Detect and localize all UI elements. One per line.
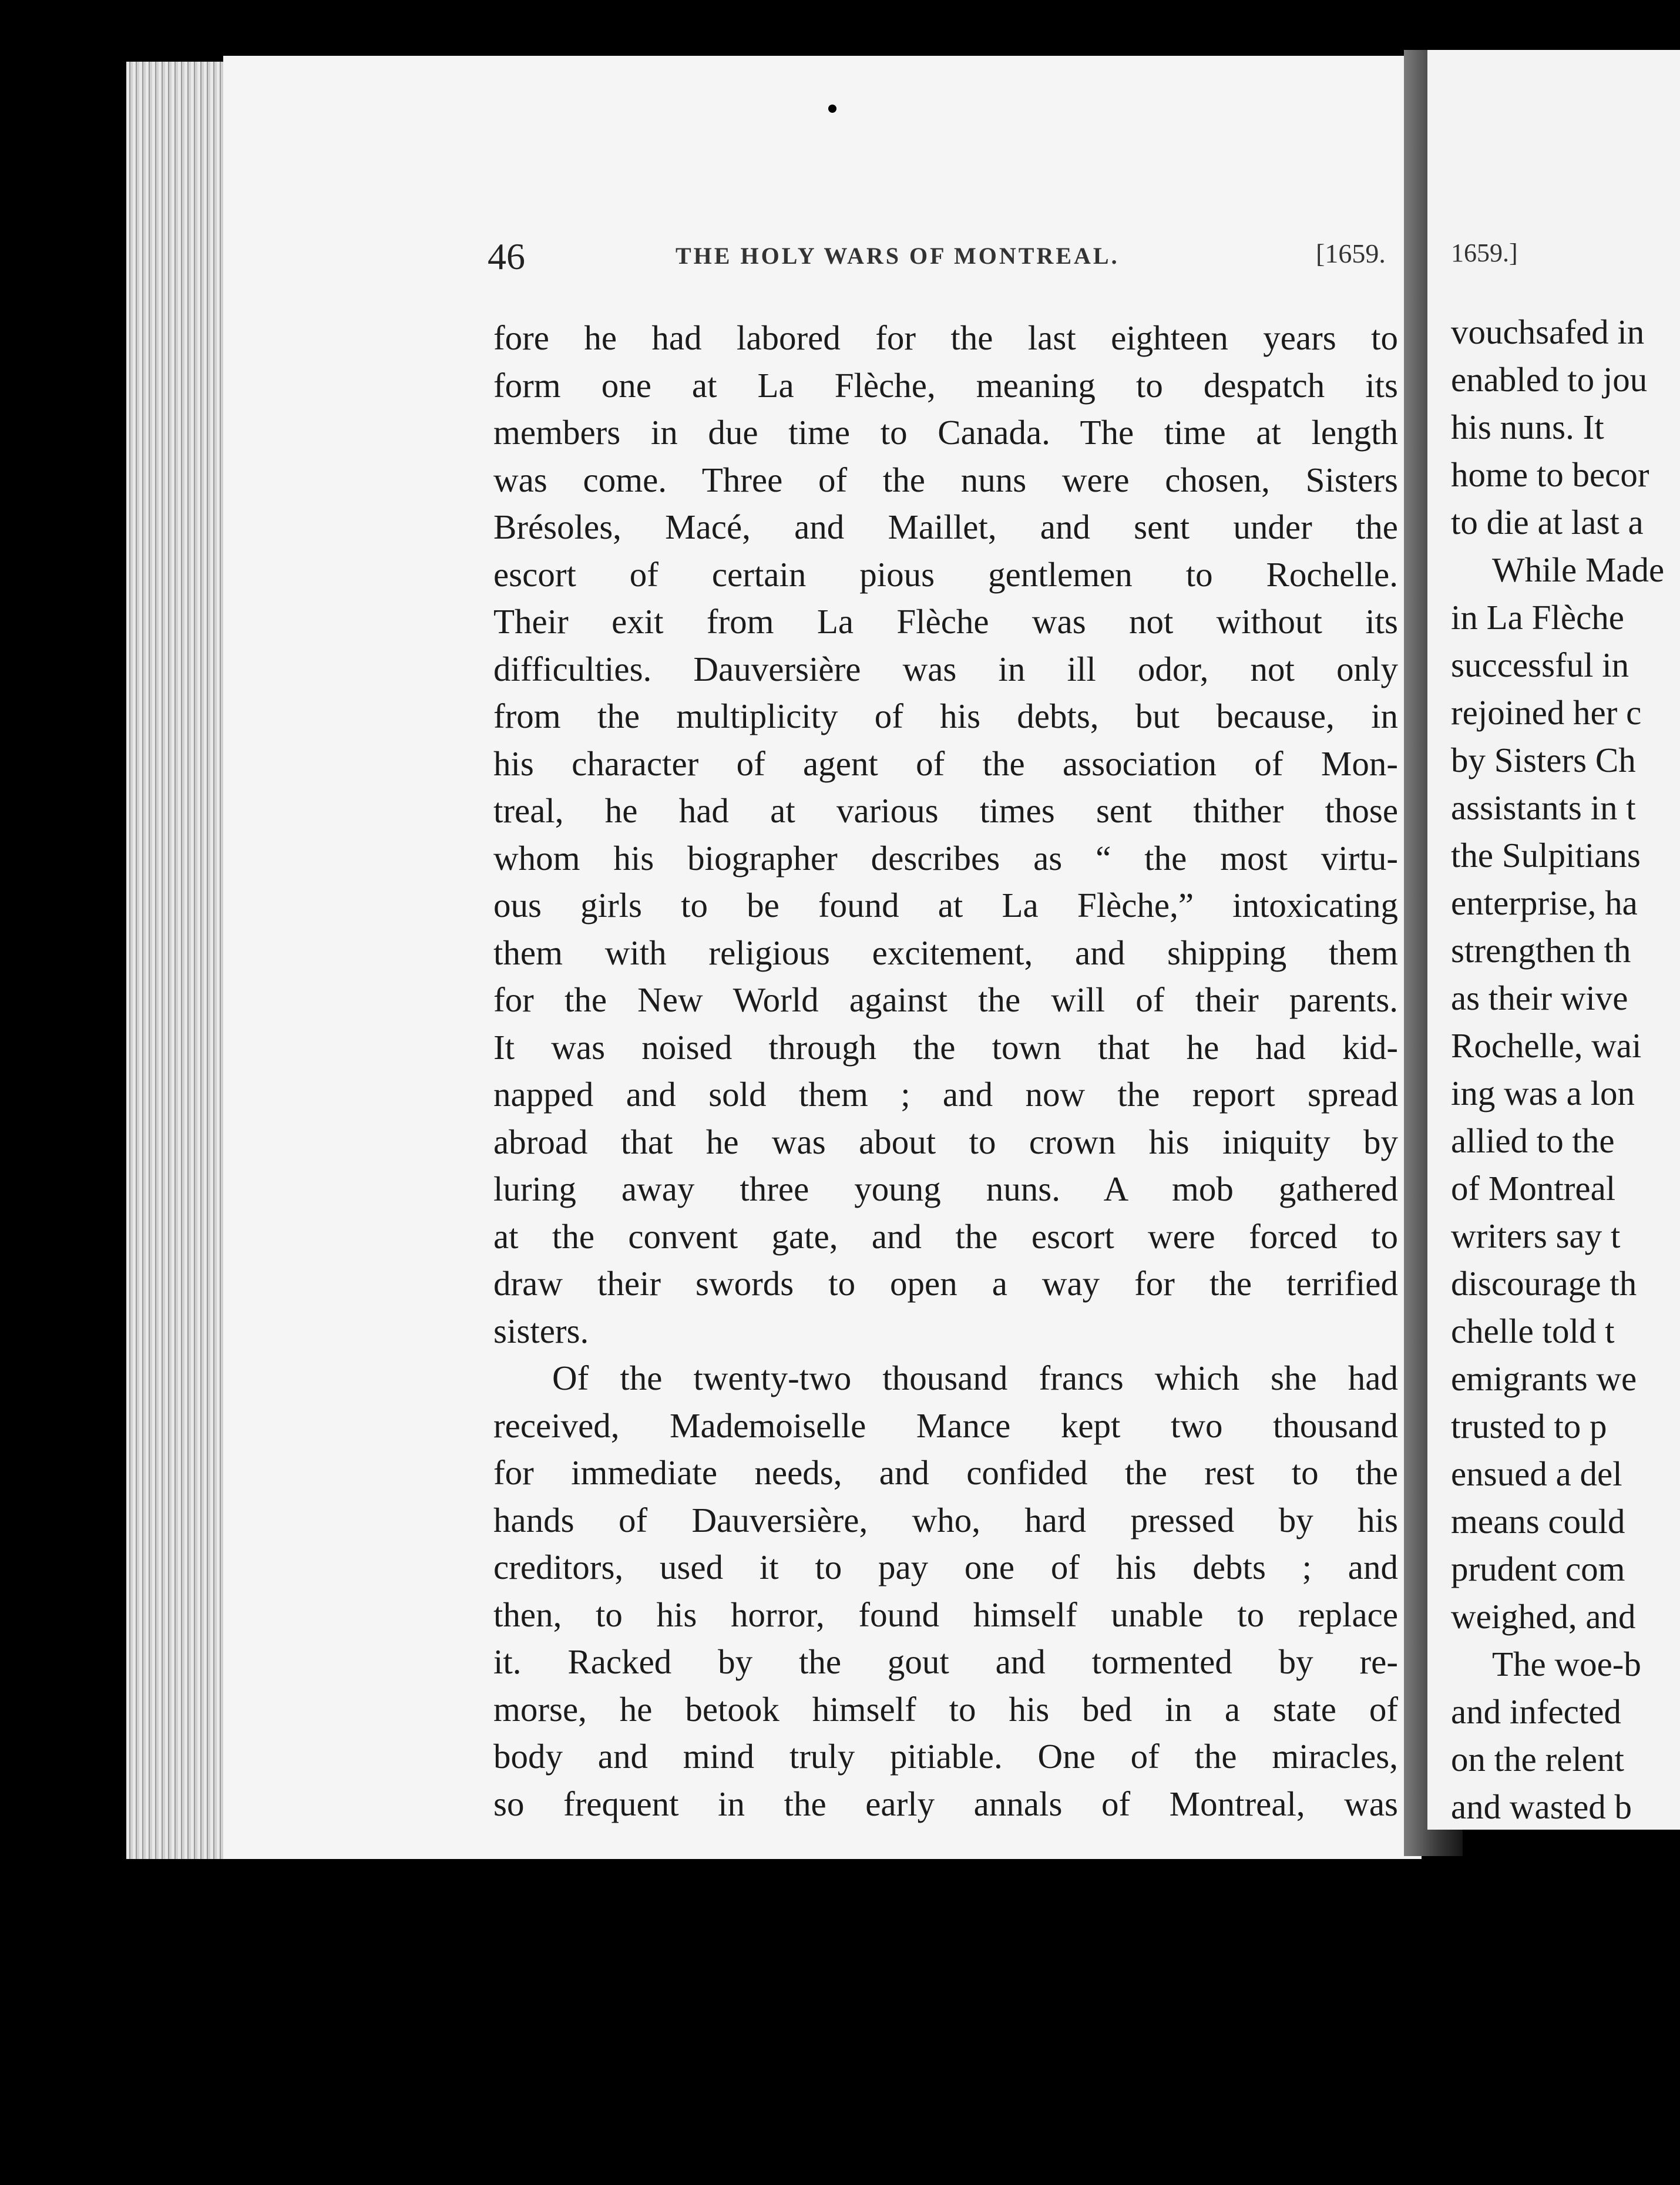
running-date: [1659. xyxy=(1316,238,1386,268)
text-line: from the multiplicity of his debts, but because, in xyxy=(493,697,1398,735)
text-line: means could xyxy=(1451,1502,1625,1541)
text-line: ous girls to be found at La Flèche,” intoxicating xyxy=(493,886,1398,925)
text-line: of Montreal xyxy=(1451,1169,1616,1208)
right-body-text xyxy=(1451,308,1680,1830)
text-line: prudent com xyxy=(1451,1549,1625,1588)
text-line: and infected xyxy=(1451,1692,1621,1731)
text-line: in La Flèche xyxy=(1451,598,1624,637)
text-line: home to becor xyxy=(1451,455,1649,494)
text-line: Of the twenty-two thousand francs which she had xyxy=(552,1359,1398,1397)
text-line: chelle told t xyxy=(1451,1312,1615,1350)
text-line: it. Racked by the gout and tormented by re- xyxy=(493,1642,1398,1681)
text-line: The woe-b xyxy=(1492,1645,1641,1683)
text-line: luring away three young nuns. A mob gathered xyxy=(493,1169,1398,1208)
ink-speck xyxy=(828,105,836,113)
body-text xyxy=(493,314,1398,1827)
text-line: sisters. xyxy=(493,1311,589,1350)
text-line: for immediate needs, and confided the rest to the xyxy=(493,1453,1398,1492)
text-line: ing was a lon xyxy=(1451,1074,1635,1112)
text-line: difficulties. Dauversière was in ill odor, not only xyxy=(493,649,1398,688)
text-line: It was noised through the town that he had kid- xyxy=(493,1027,1398,1067)
text-line: and wasted b xyxy=(1451,1787,1632,1826)
right-running-date: 1659.] xyxy=(1451,238,1518,267)
text-line: the Sulpitians xyxy=(1451,836,1641,875)
right-page xyxy=(1427,50,1680,1830)
text-line: vouchsafed in xyxy=(1451,312,1645,351)
text-line: was come. Three of the nuns were chosen, Sisters xyxy=(493,460,1398,499)
text-line: fore he had labored for the last eighteen years to xyxy=(493,318,1398,357)
text-line: morse, he betook himself to his bed in a state of xyxy=(493,1689,1398,1729)
text-line: rejoined her c xyxy=(1451,693,1642,732)
text-line: then, to his horror, found himself unable to replace xyxy=(493,1595,1398,1634)
text-line: escort of certain pious gentlemen to Rochelle. xyxy=(493,554,1398,594)
text-line: writers say t xyxy=(1451,1216,1621,1255)
text-line: draw their swords to open a way for the terrified xyxy=(493,1264,1398,1303)
text-line: successful in xyxy=(1451,646,1629,684)
text-line: emigrants we xyxy=(1451,1359,1637,1398)
text-line: discourage th xyxy=(1451,1264,1637,1303)
page-edge xyxy=(126,62,229,1859)
text-line: at the convent gate, and the escort were forced to xyxy=(493,1216,1398,1256)
text-line: received, Mademoiselle Mance kept two thousand xyxy=(493,1406,1398,1445)
text-line: enabled to jou xyxy=(1451,360,1648,399)
text-line: enterprise, ha xyxy=(1451,883,1638,922)
text-line: Brésoles, Macé, and Maillet, and sent under the xyxy=(493,507,1398,546)
text-line: them with religious excitement, and shipping them xyxy=(493,933,1398,972)
text-line: ensued a del xyxy=(1451,1454,1622,1493)
text-line: trusted to p xyxy=(1451,1407,1607,1446)
text-line: Their exit from La Flèche was not without its xyxy=(493,602,1398,641)
text-line: by Sisters Ch xyxy=(1451,741,1636,779)
text-line: napped and sold them ; and now the report spread xyxy=(493,1075,1398,1114)
text-line: on the relent xyxy=(1451,1740,1624,1779)
running-head xyxy=(488,235,1392,282)
text-line: creditors, used it to pay one of his debts ; and xyxy=(493,1548,1398,1586)
page-number: 46 xyxy=(488,236,525,277)
text-line: strengthen th xyxy=(1451,931,1631,970)
text-line: to die at last a xyxy=(1451,503,1644,542)
text-line: weighed, and xyxy=(1451,1597,1636,1636)
text-line: assistants in t xyxy=(1451,788,1636,827)
text-line: While Made xyxy=(1492,550,1665,589)
text-line: his character of agent of the association of Mon- xyxy=(493,744,1398,783)
text-line: so frequent in the early annals of Montreal, was xyxy=(493,1784,1398,1823)
text-line: as their wive xyxy=(1451,979,1628,1017)
text-line: hands of Dauversière, who, hard pressed by his xyxy=(493,1500,1398,1539)
text-line: Rochelle, wai xyxy=(1451,1026,1642,1065)
text-line: for the New World against the will of their parents. xyxy=(493,980,1398,1019)
running-title: THE HOLY WARS OF MONTREAL. xyxy=(676,243,1120,269)
text-line: treal, he had at various times sent thither those xyxy=(493,791,1398,830)
text-line: abroad that he was about to crown his iniquity by xyxy=(493,1122,1398,1161)
text-line: his nuns. It xyxy=(1451,408,1604,446)
text-line: body and mind truly pitiable. One of the miracles, xyxy=(493,1737,1398,1776)
text-line: form one at La Flèche, meaning to despatch its xyxy=(493,365,1398,405)
text-line: whom his biographer describes as “ the most virtu- xyxy=(493,838,1398,878)
text-line: allied to the xyxy=(1451,1121,1615,1160)
text-line: members in due time to Canada. The time at length xyxy=(493,413,1398,452)
